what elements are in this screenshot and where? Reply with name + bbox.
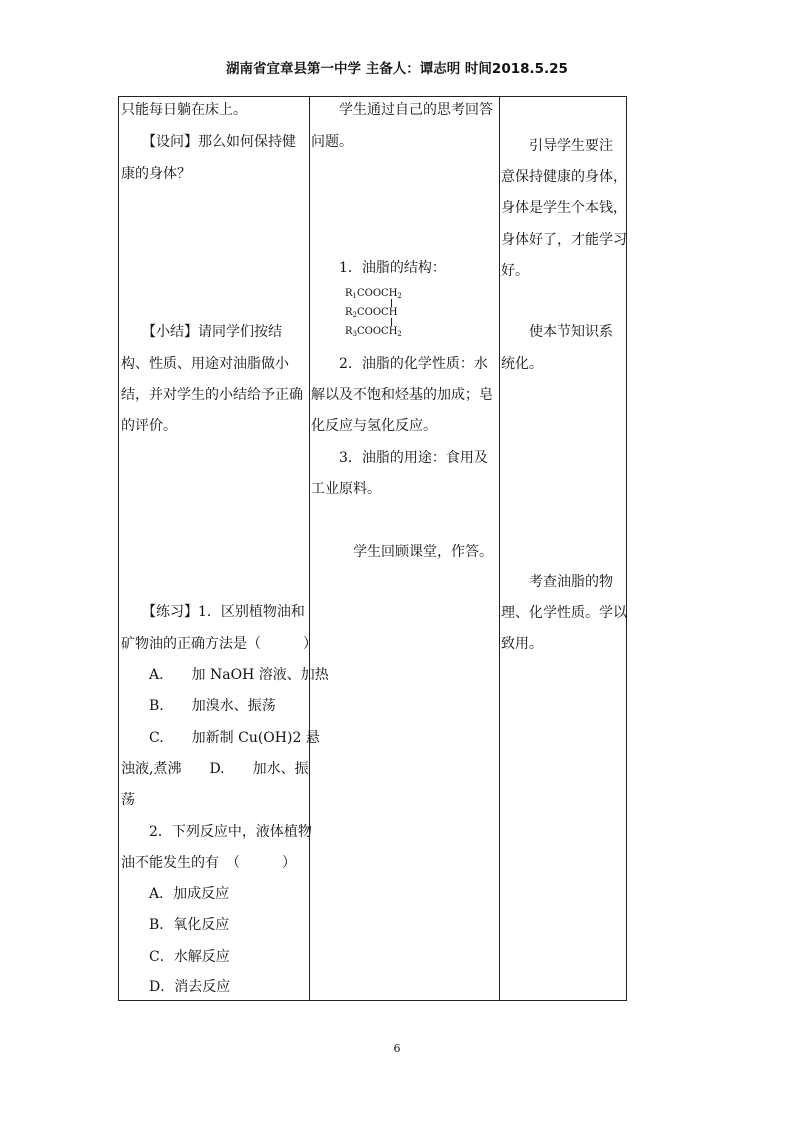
structure-bond bbox=[391, 299, 392, 307]
col1-line: 2．下列反应中，液体植物 bbox=[121, 824, 312, 840]
col1-line: 荡 bbox=[121, 792, 135, 808]
col3-line: 考查油脂的物 bbox=[501, 574, 613, 590]
col2-line: 化反应与氢化反应。 bbox=[311, 418, 437, 434]
col2-line: 2．油脂的化学性质：水 bbox=[311, 356, 488, 372]
col1-line: 【练习】1．区别植物油和 bbox=[121, 604, 305, 620]
design-intent-column bbox=[501, 97, 627, 1000]
col1-line: 的评价。 bbox=[121, 418, 177, 434]
col1-line: 构、性质、用途对油脂做小 bbox=[121, 356, 289, 372]
col1-line: 康的身体？ bbox=[121, 166, 191, 182]
col1-line: 【小结】请同学们按结 bbox=[121, 324, 282, 340]
col1-line: 只能每日躺在床上。 bbox=[121, 102, 247, 118]
col1-line: C. 加新制 Cu(OH)2 悬 bbox=[121, 730, 320, 746]
col3-line: 好。 bbox=[501, 263, 529, 279]
teacher-activity-column bbox=[121, 97, 329, 1000]
col1-line: A．加成反应 bbox=[121, 886, 230, 902]
col1-line: 矿物油的正确方法是（ ） bbox=[121, 636, 317, 652]
col2-line: 学生通过自己的思考回答 bbox=[311, 102, 493, 118]
col1-line: 【设问】那么如何保持健 bbox=[121, 134, 296, 150]
col3-line: 统化。 bbox=[501, 356, 543, 372]
col1-line: C．水解反应 bbox=[121, 949, 230, 965]
page-number: 6 bbox=[393, 1042, 401, 1055]
col3-line: 身体好了，才能学习 bbox=[501, 232, 627, 248]
structure-row-2: $R_2COOCH$ bbox=[345, 307, 398, 319]
col2-line: 工业原料。 bbox=[311, 481, 381, 497]
lesson-table bbox=[118, 96, 627, 1001]
col2-line: 问题。 bbox=[311, 134, 353, 150]
column-divider-1 bbox=[309, 97, 310, 1000]
col2-line: 3．油脂的用途：食用及 bbox=[311, 450, 488, 466]
col2-line: 学生回顾课堂，作答。 bbox=[311, 544, 493, 560]
col3-line: 意保持健康的身体， bbox=[501, 169, 627, 185]
col3-line: 理、化学性质。学以 bbox=[501, 605, 627, 621]
col1-line: A. 加 NaOH 溶液、加热 bbox=[121, 667, 329, 683]
structure-bond bbox=[391, 318, 392, 326]
page-header: 湖南省宜章县第一中学 主备人：谭志明 时间2018.5.25 bbox=[226, 61, 568, 77]
structure-row-1: $R_1COOCH_2$ bbox=[345, 288, 402, 300]
structure-row-3: $R_3COOCH_2$ bbox=[345, 326, 402, 338]
col1-line: B．氧化反应 bbox=[121, 917, 230, 933]
col3-line: 致用。 bbox=[501, 636, 543, 652]
col3-line: 使本节知识系 bbox=[501, 324, 613, 340]
col1-line: B. 加溴水、振荡 bbox=[121, 698, 276, 714]
col1-line: 浊液,煮沸 D. 加水、振 bbox=[121, 761, 309, 777]
col1-line: 结，并对学生的小结给予正确 bbox=[121, 387, 303, 403]
student-activity-column bbox=[311, 97, 499, 1000]
col3-line: 身体是学生个本钱， bbox=[501, 200, 627, 216]
col3-line: 引导学生要注 bbox=[501, 138, 613, 154]
col2-line: 1．油脂的结构： bbox=[311, 260, 446, 276]
col1-line: 油不能发生的有 （ ） bbox=[121, 855, 296, 871]
col2-line: 解以及不饱和烃基的加成；皂 bbox=[311, 387, 493, 403]
column-divider-2 bbox=[499, 97, 500, 1000]
col1-line: D．消去反应 bbox=[121, 979, 231, 995]
